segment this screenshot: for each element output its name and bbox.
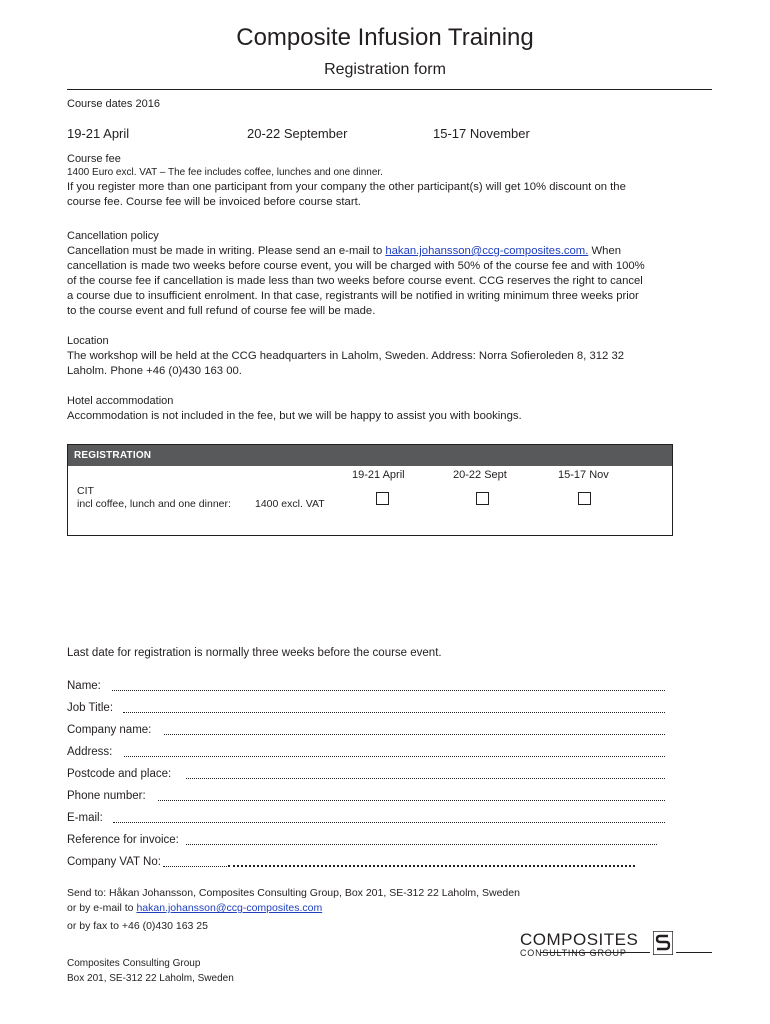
course-fee-label: Course fee	[67, 153, 121, 165]
course-date-1: 19-21 April	[67, 126, 130, 141]
registration-item-price: 1400 excl. VAT	[255, 498, 325, 510]
reference-input[interactable]	[186, 844, 657, 845]
address-input[interactable]	[124, 756, 665, 757]
logo-rule-left	[540, 952, 650, 953]
send-to-line-1: Send to: Håkan Johansson, Composites Consulting Group, Box 201, SE-312 22 Laholm, Sweden	[67, 887, 520, 899]
cancellation-line-5: to the course event and full refund of course fee will be made.	[67, 305, 376, 317]
postcode-input[interactable]	[186, 778, 665, 779]
ccg-logo	[510, 928, 715, 962]
cancellation-label: Cancellation policy	[67, 230, 159, 242]
job-title-label: Job Title:	[67, 702, 114, 714]
registration-column-nov: 15-17 Nov	[558, 469, 609, 481]
cancellation-line-3: of the course fee if cancellation is made less than two weeks before course event. CCG reserves the right to cancel	[67, 275, 643, 287]
send-to-line-3: or by fax to +46 (0)430 163 25	[67, 920, 208, 932]
course-dates-label: Course dates 2016	[67, 98, 160, 110]
course-date-3: 15-17 November	[433, 126, 530, 141]
cancellation-line-1: Cancellation must be made in writing. Please send an e-mail to hakan.johansson@ccg-composites.com. When	[67, 245, 622, 257]
name-label: Name:	[67, 680, 101, 692]
checkbox-sept[interactable]	[476, 492, 489, 505]
phone-input[interactable]	[158, 800, 665, 801]
email-label: E-mail:	[67, 812, 103, 824]
course-fee-line-2: If you register more than one participant from your company the other participant(s) will get 10% discount on the	[67, 181, 626, 193]
registration-heading: REGISTRATION	[68, 445, 672, 466]
course-date-2: 20-22 September	[247, 126, 348, 141]
send-to-email-link[interactable]: hakan.johansson@ccg-composites.com	[136, 902, 323, 914]
registration-column-sept: 20-22 Sept	[453, 469, 507, 481]
vat-input[interactable]	[228, 865, 635, 867]
reference-label: Reference for invoice:	[67, 834, 179, 846]
send-to-line-2: or by e-mail to hakan.johansson@ccg-composites.com	[67, 902, 323, 914]
job-title-input[interactable]	[123, 712, 665, 713]
vat-label: Company VAT No:	[67, 856, 161, 868]
postcode-label: Postcode and place:	[67, 768, 172, 780]
location-label: Location	[67, 335, 109, 347]
registration-item-name: CIT	[77, 485, 94, 497]
header-divider	[67, 89, 712, 90]
page-title: Composite Infusion Training	[236, 24, 534, 51]
company-name-input[interactable]	[164, 734, 665, 735]
registration-table	[67, 444, 673, 536]
course-fee-line-3: course fee. Course fee will be invoiced before course start.	[67, 196, 361, 208]
address-label: Address:	[67, 746, 113, 758]
footer-company: Composites Consulting Group	[67, 958, 201, 969]
phone-label: Phone number:	[67, 790, 146, 802]
location-line-2: Laholm. Phone +46 (0)430 163 00.	[67, 365, 242, 377]
ccg-logo-mark-icon	[653, 931, 673, 955]
cancellation-line-4: a course due to insufficient enrolment. In that case, registrants will be notified in writing minimum three weeks prior	[67, 290, 639, 302]
name-input[interactable]	[112, 690, 665, 691]
footer-address: Box 201, SE-312 22 Laholm, Sweden	[67, 973, 234, 984]
page-subtitle: Registration form	[324, 61, 446, 78]
checkbox-april[interactable]	[376, 492, 389, 505]
registration-item-desc: incl coffee, lunch and one dinner:	[77, 498, 231, 510]
company-name-label: Company name:	[67, 724, 152, 736]
hotel-line-1: Accommodation is not included in the fee, but we will be happy to assist you with bookings.	[67, 410, 522, 422]
checkbox-nov[interactable]	[578, 492, 591, 505]
cancellation-line-2: cancellation is made two weeks before course event, you will be charged with 50% of the course fee and with 100%	[67, 260, 645, 272]
logo-sub-text: CONSULTING GROUP	[520, 948, 627, 958]
email-input[interactable]	[113, 822, 665, 823]
logo-main-text: COMPOSITES	[520, 930, 639, 949]
last-date-note: Last date for registration is normally three weeks before the course event.	[67, 647, 442, 659]
course-fee-line-1: 1400 Euro excl. VAT – The fee includes coffee, lunches and one dinner.	[67, 167, 383, 178]
logo-rule-right	[676, 952, 712, 953]
location-line-1: The workshop will be held at the CCG headquarters in Laholm, Sweden. Address: Norra Sofieroleden 8, 312 32	[67, 350, 625, 362]
registration-column-april: 19-21 April	[352, 469, 405, 481]
hotel-label: Hotel accommodation	[67, 395, 174, 407]
cancellation-email-link[interactable]: hakan.johansson@ccg-composites.com.	[385, 245, 589, 257]
vat-input-light	[163, 866, 227, 867]
